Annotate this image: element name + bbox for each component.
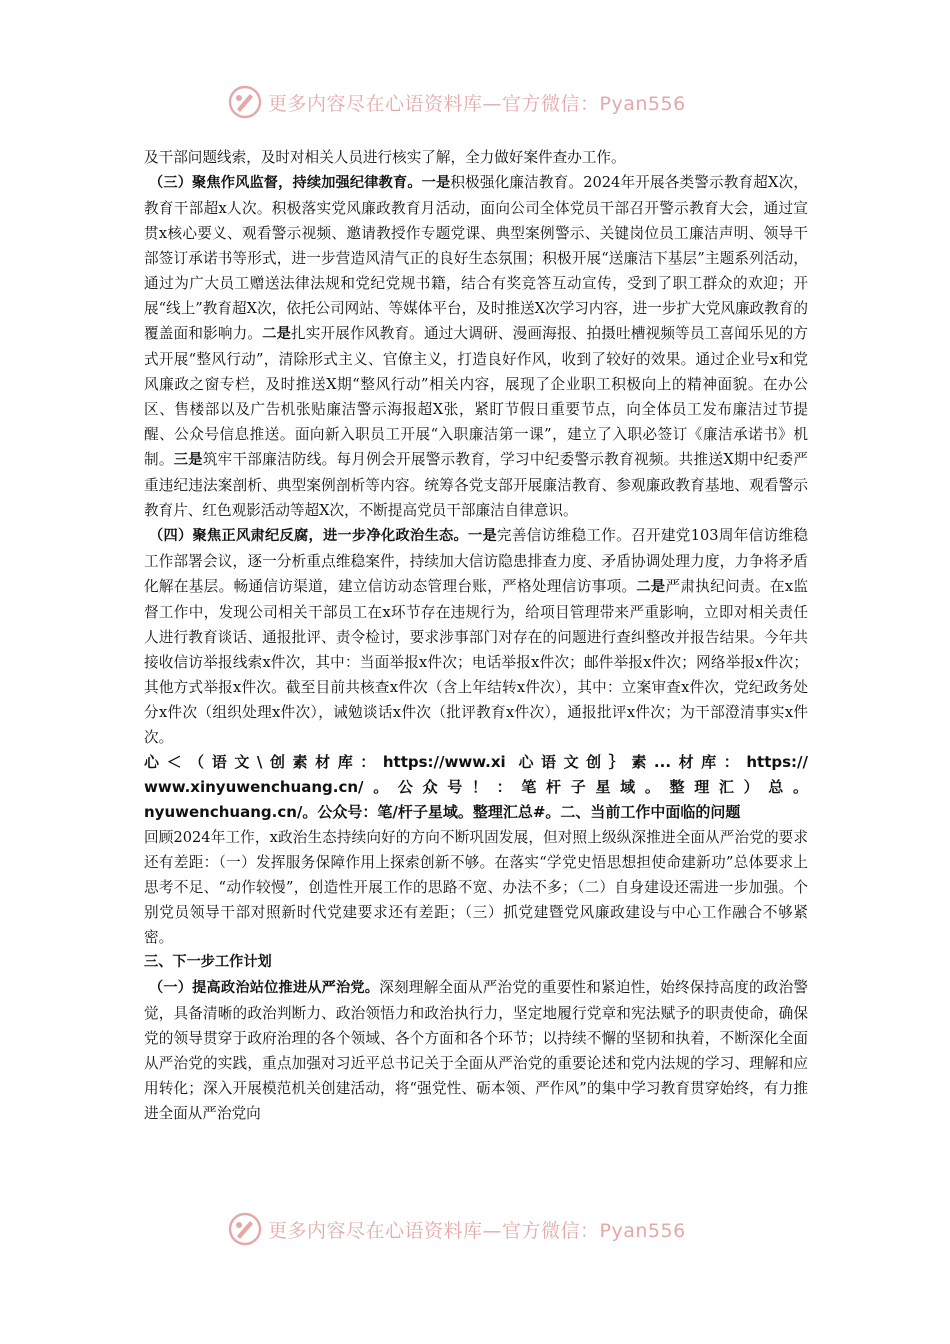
- section-3-lead-1: 一是: [421, 175, 451, 191]
- section-4-text-1: 完善信访维稳工作。召开建党103周年信访维稳工作部署会议，逐一分析重点维稳案件，持续加大信访隐患排查力度、矛盾协调处理力度，力争将矛盾化解在基层。畅通信访渠道，建立信访动态管理台账，严格处理信访事项。: [144, 527, 808, 595]
- section-4-lead-1: 一是: [467, 528, 497, 544]
- plan-1-text: 深刻理解全面从严治党的重要性和紧迫性，始终保持高度的政治警觉，具备清晰的政治判断力、政治领悟力和政治执行力，坚定地履行党章和宪法赋予的职责使命，确保党的领导贯穿于政府治理的各个领域、各个方面和各个环节；以持续不懈的坚韧和执着，不断深化全面从严治党的实践，重点加强对习近平总书记关于全面从严治党的重要论述和党内法规的学习、理解和应用转化；深入开展模范机关创建活动，将“强党性、砺本领、严作风”的集中学习教育贯穿始终，有力推进全面从严治党向: [144, 979, 808, 1122]
- section-4-text-2: 严肃执纪问责。在x监督工作中，发现公司相关干部员工在x环节存在违规行为，给项目管理带来严重影响，立即对相关责任人进行教育谈话、通报批评、责令检讨，要求涉事部门对存在的问题进行查纠整改并报告结果。今年共接收信访举报线索x件次，其中：当面举报x件次；电话举报x件次；邮件举报x件次；网络举报x件次；其他方式举报x件次。截至目前共核查x件次（含上年结转x件次），其中：立案审查x件次，党纪政务处分x件次（组织处理x件次），诫勉谈话x件次（批评教育x件次），通报批评x件次；为干部澄清事实x件次。: [144, 578, 808, 746]
- section-3-lead-3: 三是: [173, 452, 203, 468]
- plan-1-paragraph: [144, 975, 808, 1126]
- section-3-text-3: 筑牢干部廉洁防线。每月例会开展警示教育，学习中纪委警示教育视频。共推送X期中纪委严重违纪违法案剖析、典型案例剖析等内容。统筹各党支部开展廉洁教育、参观廉政教育基地、观看警示教育片、红色观影活动等超X次，不断提高党员干部廉洁自律意识。: [144, 451, 808, 519]
- watermark-text: 更多内容尽在心语资料库—官方微信：Pyan556: [268, 1219, 686, 1242]
- problems-paragraph: 回顾2024年工作，x政治生态持续向好的方向不断巩固发展，但对照上级纵深推进全面从严治党的要求还有差距：（一）发挥服务保障作用上探索创新不够。在落实“学党史悟思想担使命建新功”总体要求上思考不足、“动作较慢”，创造性开展工作的思路不宽、办法不多；（二）自身建设还需进一步加强。个别党员领导干部对照新时代党建要求还有差距；（三）抓党建暨党风廉政建设与中心工作融合不够紧密。: [144, 829, 808, 946]
- section-4-paragraph: [144, 523, 808, 750]
- logo-icon: [228, 85, 262, 119]
- section-4-lead-2: 二是: [636, 579, 666, 595]
- section-3-heading: （三）聚焦作风监督，持续加强纪律教育。: [149, 175, 422, 191]
- inserted-ad-line-1: 心＜（语文\创素材库：https://www.xi 心语文创｝素...材库：https://: [144, 753, 808, 771]
- section-3-text-1: 积极强化廉洁教育。2024年开展各类警示教育超X次，教育干部超x人次。积极落实党风廉政教育月活动，面向公司全体党员干部召开警示教育大会，通过宣贯x核心要义、观看警示视频、邀请教授作专题党课、典型案例警示、关键岗位员工廉洁声明、领导干部签订承诺书等形式，进一步营造风清气正的良好生态氛围；积极开展“送廉洁下基层”主题系列活动，通过为广大员工赠送法律法规和党纪党规书籍，结合有奖竞答互动宣传，受到了职工群众的欢迎；开展“线上”教育超X次，依托公司网站、等媒体平台，及时推送X次学习内容，进一步扩大党风廉政教育的覆盖面和影响力。: [144, 174, 808, 342]
- section-4-heading: （四）聚焦正风肃纪反腐，进一步净化政治生态。: [149, 528, 468, 544]
- plan-1-heading: （一）提高政治站位推进从严治党。: [149, 980, 380, 996]
- section-3-lead-2: 二是: [262, 326, 291, 342]
- footer-watermark-banner: [228, 1209, 748, 1249]
- logo-icon: [228, 1212, 262, 1246]
- paragraph-continued: 及干部问题线索，及时对相关人员进行核实了解，全力做好案件查办工作。: [144, 149, 626, 166]
- plan-heading: 三、下一步工作计划: [144, 954, 272, 970]
- header-watermark-banner: [228, 82, 748, 122]
- document-body: [144, 145, 808, 1126]
- section-3-paragraph: [144, 170, 808, 523]
- inserted-ad-line-3: nyuwenchuang.cn/。公众号：笔/杆子星域。整理汇总#。二、当前工作中面临的问题: [144, 803, 741, 821]
- inserted-ad-line-2: www.xinyuwenchuang.cn/。公众号！：笔杆子星域。整理汇）总。: [144, 778, 808, 796]
- watermark-text: 更多内容尽在心语资料库—官方微信：Pyan556: [268, 92, 686, 115]
- section-3-text-2: 扎实开展作风教育。通过大调研、漫画海报、拍摄吐槽视频等员工喜闻乐见的方式开展“整风行动”，清除形式主义、官僚主义，打造良好作风，收到了较好的效果。通过企业号x和党风廉政之窗专栏，及时推送X期“整风行动”相关内容，展现了企业职工积极向上的精神面貌。在办公区、售楼部以及广告机张贴廉洁警示海报超X张，紧盯节假日重要节点，向全体员工发布廉洁过节提醒、公众号信息推送。面向新入职员工开展“入职廉洁第一课”，建立了入职必签订《廉洁承诺书》机制。: [144, 325, 808, 468]
